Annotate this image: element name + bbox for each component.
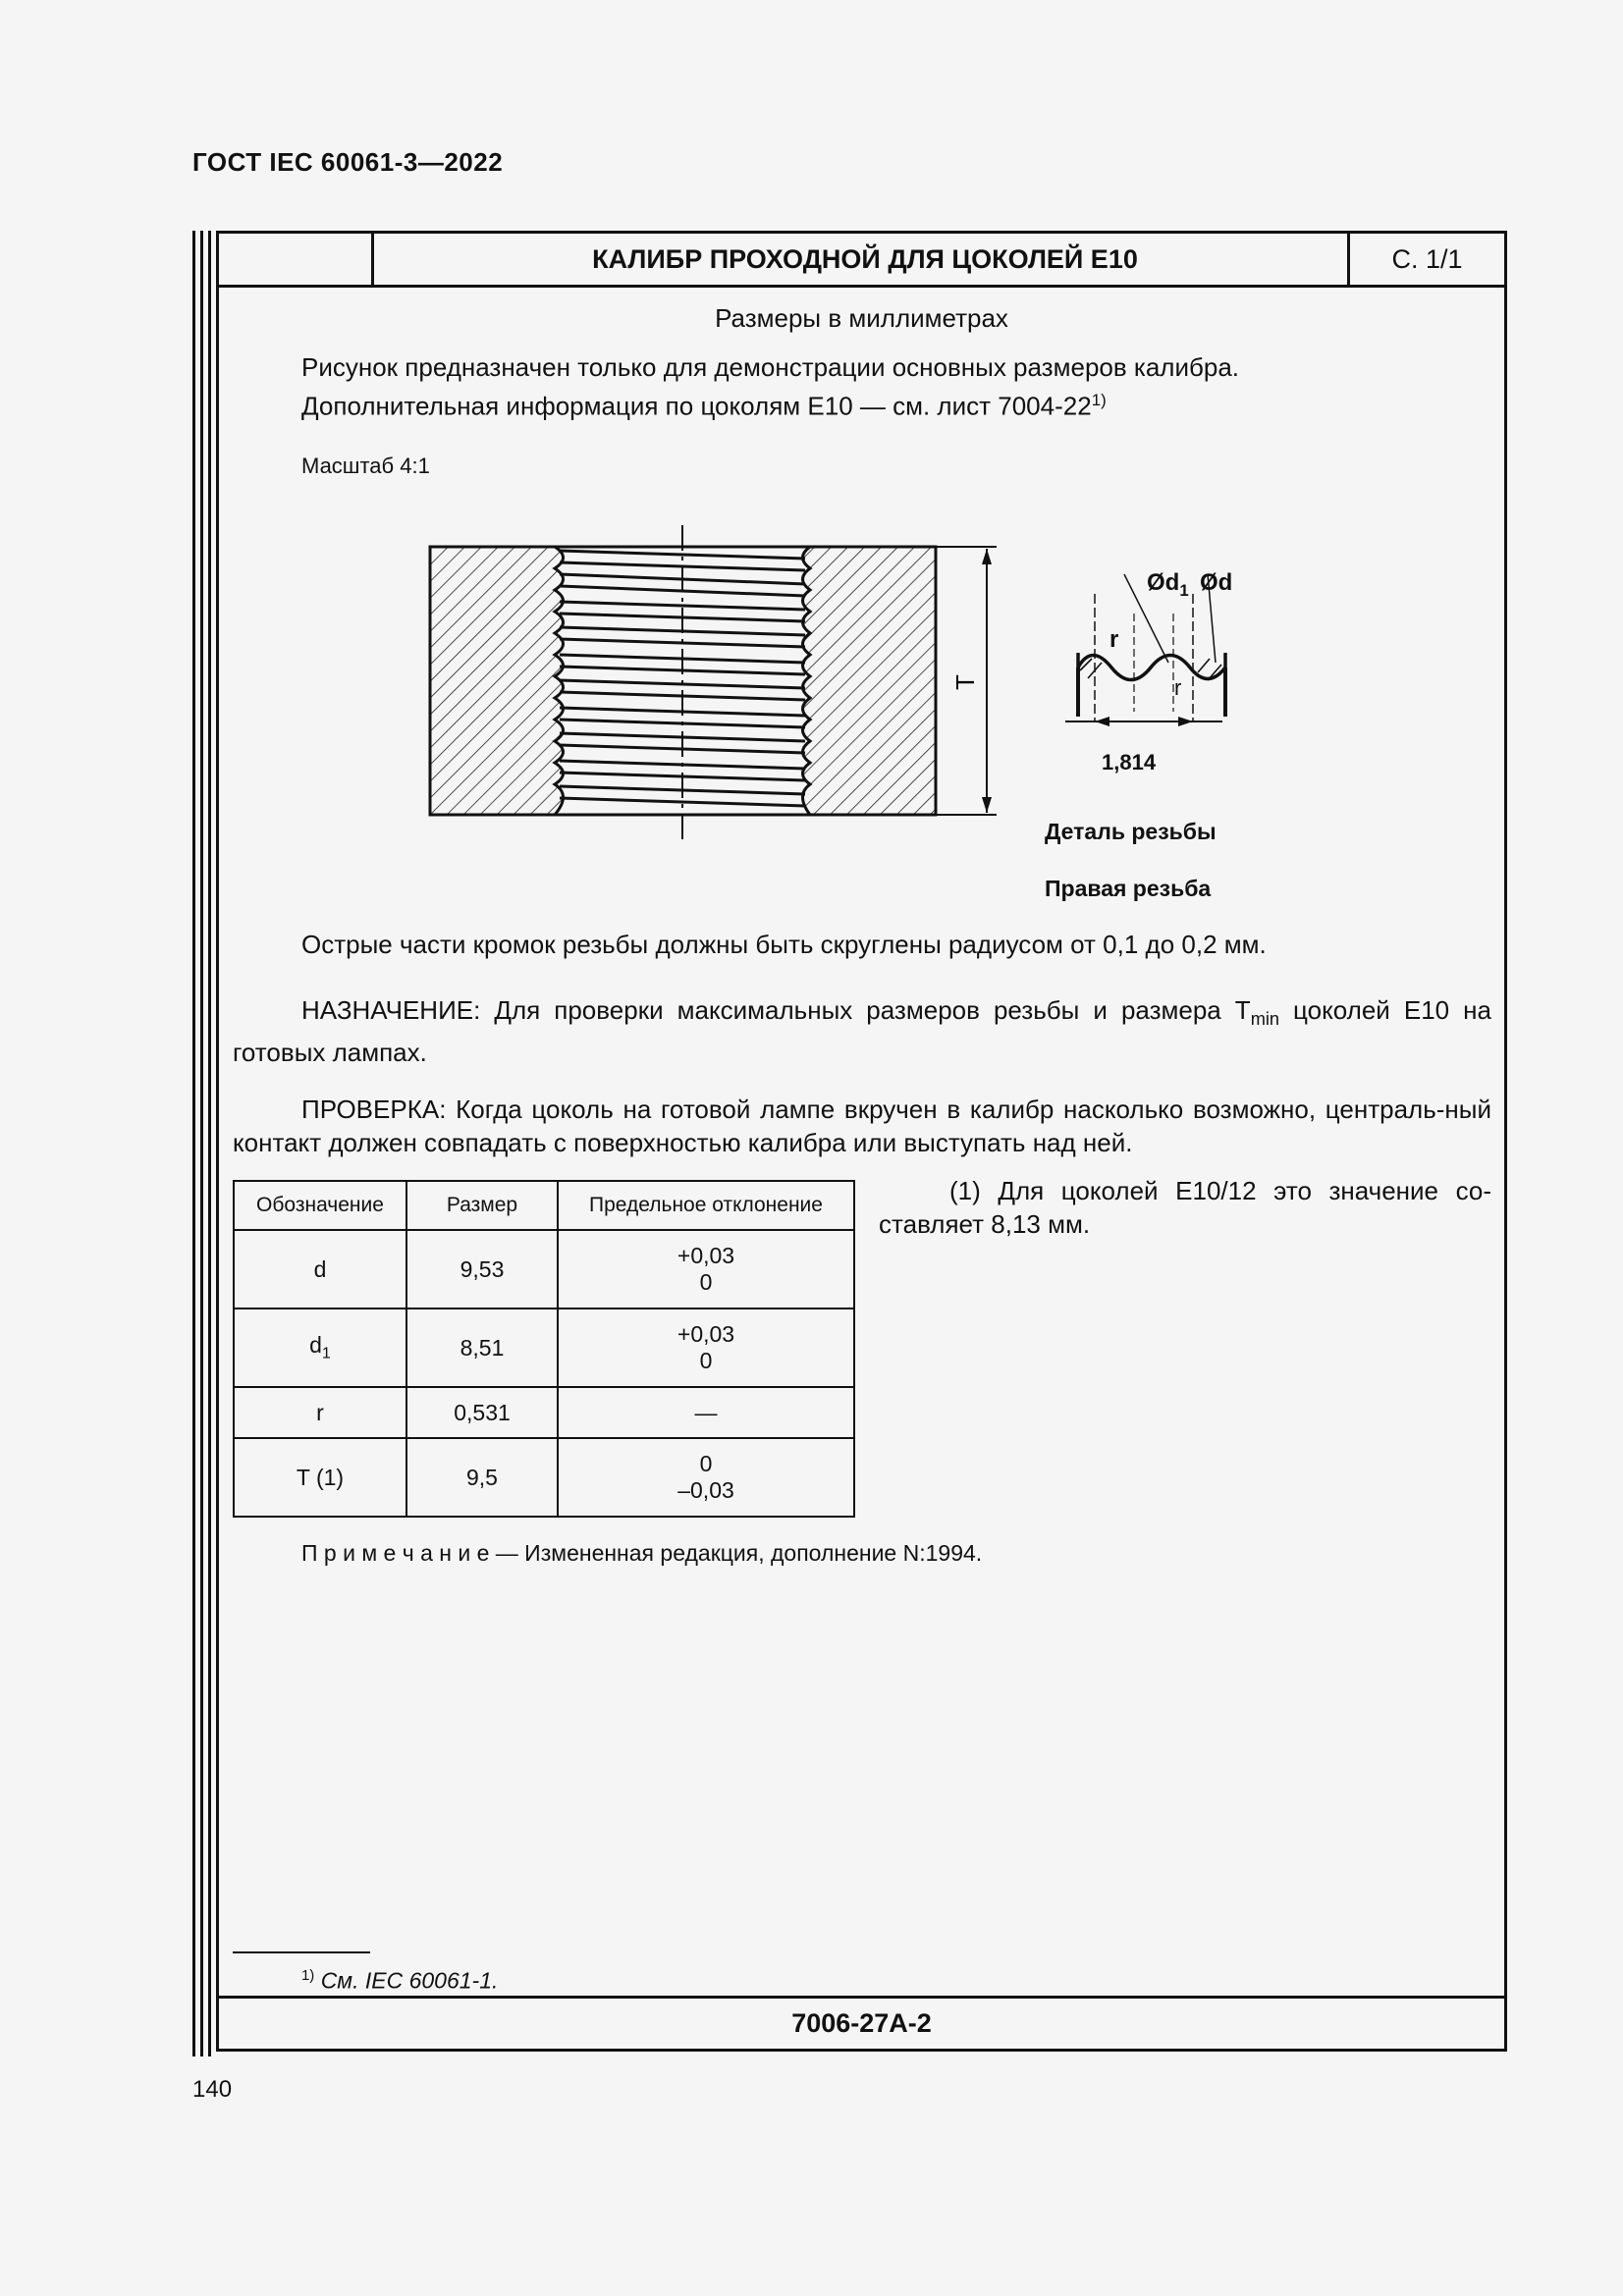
margin-rule [208,231,211,2056]
intro-line-2: Дополнительная информация по цоколям Е10 — см. лист 7004-22$^{1)}$ [301,391,1107,421]
cell-tolerance: — [558,1387,854,1438]
purpose-paragraph: НАЗНАЧЕНИЕ: Для проверки максимальных размеров резьбы и размера $T_{min}$ цоколей Е10 на готовых лампах. [233,995,1491,1068]
cell-tolerance: +0,03 0 [558,1230,854,1308]
margin-rule [192,231,195,2056]
document-header: ГОСТ IEC 60061-3—2022 [192,147,504,177]
cell-size: 8,51 [406,1308,558,1387]
left-wall-hatch [430,547,564,815]
label-pitch: 1,814 [1102,750,1157,774]
units-note: Размеры в миллиметрах [715,303,1008,333]
sheet-title: КАЛИБР ПРОХОДНОЙ ДЛЯ ЦОКОЛЕЙ Е10 [592,244,1138,274]
table-header-row [234,1181,854,1230]
dimension-T-label: T [950,674,980,690]
label-r-top: r [1109,626,1119,653]
scale-label: Масштаб 4:1 [301,454,430,478]
gauge-section-drawing [412,515,1021,849]
cell-size: 9,53 [406,1230,558,1308]
table-row [234,1230,854,1308]
table-header: Обозначение [234,1181,406,1230]
intro-line-1: Рисунок предназначен только для демонстрации основных размеров калибра. [301,352,1240,382]
table-row [234,1438,854,1517]
right-wall-hatch [803,547,937,815]
table-side-note: (1) Для цоколей Е10/12 это значение со-ставляет 8,13 мм. [879,1176,1491,1239]
dimension-table [233,1180,855,1518]
cell-symbol: $d_1$ [234,1308,406,1387]
caption-right-thread: Правая резьба [1045,876,1212,901]
check-paragraph: ПРОВЕРКА: Когда цоколь на готовой лампе вкручен в калибр насколько возможно, централь-ный контакт должен совпадать с поверхностью калибра или выступать над ней. [233,1095,1491,1157]
label-d: Ød [1200,569,1233,596]
margin-rule [200,231,203,2056]
caption-thread-detail: Деталь резьбы [1045,819,1217,844]
note: П р и м е ч а н и е — Измененная редакция, дополнение N:1994. [301,1540,983,1566]
table-row [234,1308,854,1387]
cell-symbol: d [234,1230,406,1308]
title-block [219,234,1504,288]
sheet-code: 7006-27А-2 [219,1996,1504,2049]
sheet-page-ref: С. 1/1 [1347,234,1504,285]
footnote: $^{1)}$ См. IEC 60061-1. [301,1967,499,1994]
cell-tolerance: 0 –0,03 [558,1438,854,1517]
page-number: 140 [192,2076,233,2103]
cell-tolerance: +0,03 0 [558,1308,854,1387]
footnote-rule [233,1951,370,1953]
table-header: Размер [406,1181,558,1230]
cell-size: 9,5 [406,1438,558,1517]
table-header: Предельное отклонение [558,1181,854,1230]
table-row [234,1387,854,1438]
title-empty-cell [219,234,374,285]
cell-symbol: T (1) [234,1438,406,1517]
edges-paragraph: Острые части кромок резьбы должны быть скруглены радиусом от 0,1 до 0,2 мм. [301,930,1267,959]
label-d1: $Ød_1$ [1147,569,1189,600]
footnote-ref: 1) [1091,391,1107,409]
label-r-bottom: r [1174,675,1182,700]
cell-symbol: r [234,1387,406,1438]
cell-size: 0,531 [406,1387,558,1438]
